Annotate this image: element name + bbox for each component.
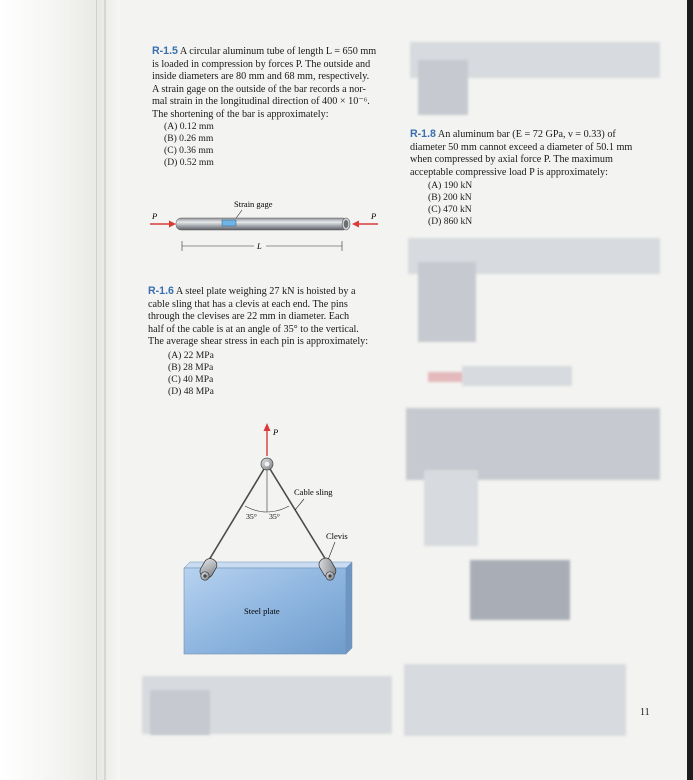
problem-r15-text	[152, 45, 397, 122]
text-line: An aluminum bar (E = 72 GPa, ν = 0.33) of	[437, 129, 616, 140]
angle-label-left: 35°	[246, 512, 257, 521]
redacted-block	[462, 366, 572, 386]
text-line: half of the cable is at an angle of 35° to the vertical.	[148, 323, 359, 335]
text-line: A steel plate weighing 27 kN is hoisted by a	[175, 286, 356, 297]
problem-label: R-1.6	[148, 285, 174, 297]
problem-r18-options	[428, 180, 472, 228]
cable-leader	[295, 499, 304, 510]
steel-plate-side	[346, 562, 352, 654]
text-line: A circular aluminum tube of length L = 650 mm	[179, 46, 377, 57]
redacted-block	[470, 560, 570, 620]
strain-gage-label: Strain gage	[234, 199, 273, 209]
text-line: A strain gage on the outside of the bar records a nor-	[152, 83, 366, 95]
option: (A) 22 MPa	[168, 350, 214, 361]
page-gutter	[0, 0, 120, 780]
option: (A) 0.12 mm	[164, 121, 214, 132]
strain-gage	[222, 220, 236, 226]
option: (D) 0.52 mm	[164, 157, 214, 168]
arrowhead	[352, 221, 359, 228]
tube-body	[176, 218, 348, 230]
text-line: mal strain in the longitudinal direction of 400 × 10⁻⁶.	[152, 96, 370, 108]
text-line: inside diameters are 80 mm and 68 mm, respectively.	[152, 71, 370, 83]
problem-label: R-1.5	[152, 45, 178, 57]
redacted-block	[424, 470, 478, 546]
clevis-label: Clevis	[326, 531, 348, 541]
angle-label-right: 35°	[269, 512, 280, 521]
redacted-block	[428, 372, 464, 382]
plate-label: Steel plate	[244, 606, 280, 616]
page-number: 11	[640, 707, 650, 718]
sling-figure	[178, 420, 368, 660]
option: (C) 0.36 mm	[164, 145, 214, 156]
force-label-right: P	[371, 211, 377, 221]
cable-label: Cable sling	[294, 487, 333, 497]
tube-bore	[344, 220, 348, 228]
redacted-block	[150, 690, 210, 735]
text-line: when compressed by axial force P. The maximum	[410, 154, 613, 166]
text-line: acceptable compressive load P is approximately:	[410, 166, 608, 178]
option: (D) 860 kN	[428, 216, 473, 227]
option: (C) 470 kN	[428, 204, 472, 215]
spine-line	[96, 0, 97, 780]
problem-label: R-1.8	[410, 128, 436, 140]
text-line: diameter 50 mm cannot exceed a diameter of 50.1 mm	[410, 141, 633, 153]
force-label-left: P	[152, 211, 158, 221]
option: (B) 28 MPa	[168, 362, 214, 373]
text-line: The average shear stress in each pin is approximately:	[148, 336, 369, 348]
length-label: L	[257, 241, 262, 251]
ring-hole	[265, 462, 270, 467]
page-edge	[687, 0, 693, 780]
redacted-block	[418, 262, 476, 342]
load-label: P	[273, 427, 279, 437]
option: (D) 48 MPa	[168, 386, 214, 397]
spine-line	[104, 0, 106, 780]
clevis-leader	[328, 542, 335, 560]
problem-r16-options	[168, 350, 214, 398]
text-line: The shortening of the bar is approximately:	[152, 108, 329, 120]
problem-r18-text	[410, 128, 658, 179]
problem-r16-text	[148, 285, 394, 349]
redacted-block	[404, 664, 626, 736]
tube-figure	[146, 195, 386, 257]
arrowhead	[169, 221, 176, 228]
option: (C) 40 MPa	[168, 374, 214, 385]
text-line: through the clevises are 22 mm in diameter. Each	[148, 311, 350, 323]
option: (B) 200 kN	[428, 192, 472, 203]
option: (B) 0.26 mm	[164, 133, 214, 144]
redacted-block	[418, 60, 468, 115]
arrowhead	[264, 423, 271, 431]
option: (A) 190 kN	[428, 180, 473, 191]
text-line: cable sling that has a clevis at each end. The pins	[148, 298, 348, 310]
text-line: is loaded in compression by forces P. The outside and	[152, 58, 371, 70]
problem-r15-options	[164, 121, 214, 169]
